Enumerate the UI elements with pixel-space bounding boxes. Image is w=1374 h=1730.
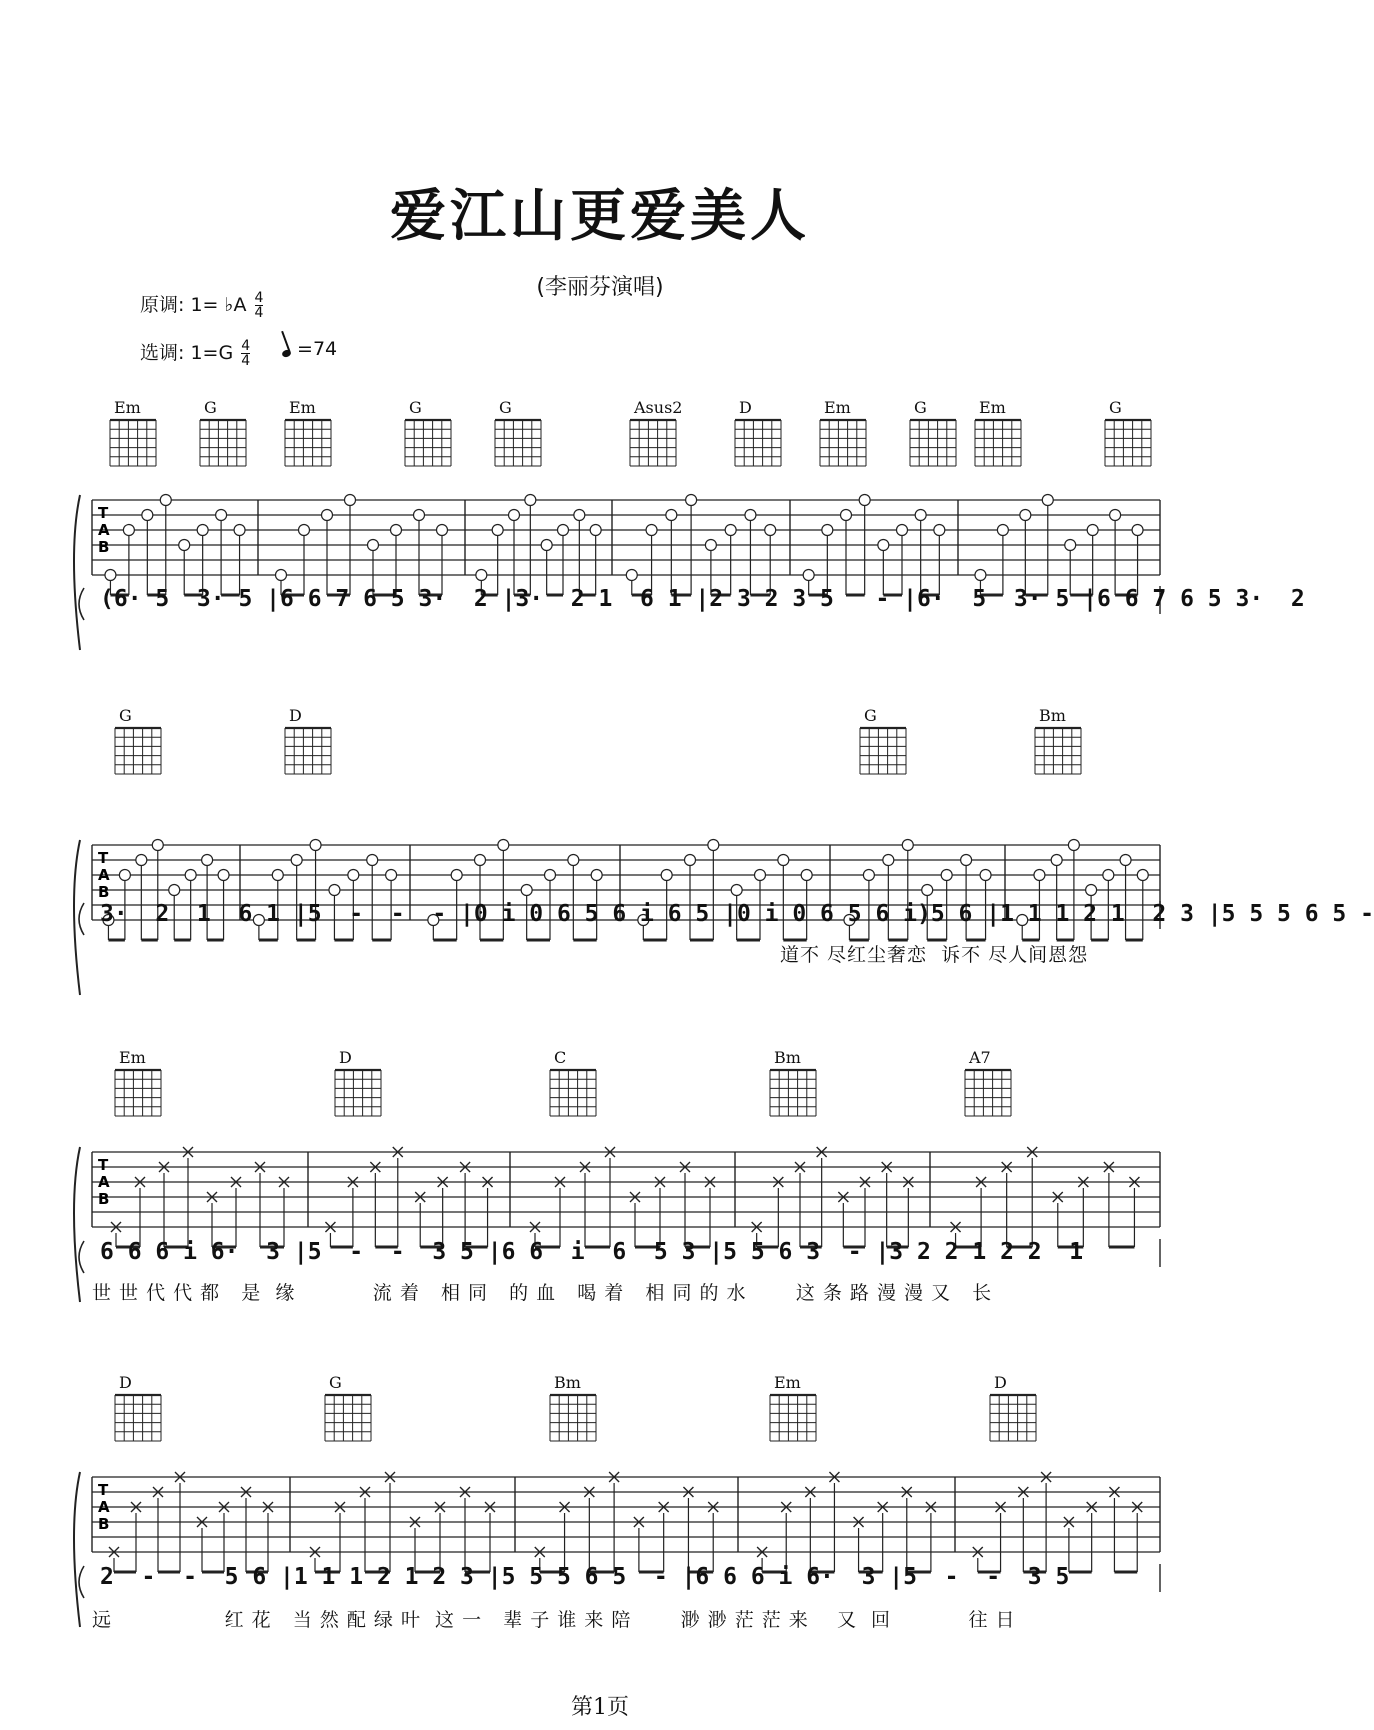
tab-fret-note	[310, 840, 321, 851]
chord-name: G	[914, 398, 927, 417]
tab-clef-letter: T	[98, 1156, 109, 1174]
tab-fret-note	[574, 510, 585, 521]
lyrics-line: 道不 尽红尘奢恋 诉不 尽人间恩怨	[780, 944, 1089, 966]
tab-fret-note	[941, 870, 952, 881]
tab-fret-note	[525, 495, 536, 506]
tab-fret-note	[492, 525, 503, 536]
tab-fret-note	[878, 540, 889, 551]
tab-fret-note	[801, 870, 812, 881]
original-key-label: 原调:	[140, 294, 185, 316]
tab-clef-letter: A	[98, 866, 110, 884]
chord-name: G	[329, 1373, 342, 1392]
tab-fret-note	[329, 885, 340, 896]
tab-clef-letter: T	[98, 504, 109, 522]
tab-fret-note	[902, 840, 913, 851]
tab-fret-note	[136, 855, 147, 866]
tab-fret-note	[498, 840, 509, 851]
tab-fret-note	[276, 570, 287, 581]
system-brace	[74, 1147, 80, 1302]
jianpu-notation: 2 - - 5 6 |1 1 1 2 1 2 3 |5 5 5 6 5 - |6 6 6 i 6· 3 |5 - - 3 5	[100, 1564, 1070, 1590]
tab-fret-note	[391, 525, 402, 536]
tab-clef-letter: T	[98, 1481, 109, 1499]
tab-fret-note	[291, 855, 302, 866]
tab-fret-note	[142, 510, 153, 521]
tab-fret-note	[414, 510, 425, 521]
tab-fret-note	[1086, 885, 1097, 896]
tab-fret-note	[1087, 525, 1098, 536]
page-number: 第1页	[571, 1695, 629, 1720]
tab-fret-note	[646, 525, 657, 536]
chord-name: Em	[979, 398, 1006, 417]
tab-fret-note	[922, 885, 933, 896]
tab-fret-note	[997, 525, 1008, 536]
tab-fret-note	[475, 855, 486, 866]
jianpu-brace	[79, 588, 84, 620]
tab-fret-note	[626, 570, 637, 581]
tab-fret-note	[185, 870, 196, 881]
tab-fret-note	[169, 885, 180, 896]
chord-name: Em	[114, 398, 141, 417]
tab-fret-note	[765, 525, 776, 536]
chord-name: G	[864, 706, 877, 725]
chord-name: Bm	[554, 1373, 581, 1392]
jianpu-brace	[79, 903, 84, 935]
tab-fret-note	[509, 510, 520, 521]
tab-fret-note	[1034, 870, 1045, 881]
chord-name: Em	[824, 398, 851, 417]
tab-clef-letter: A	[98, 1173, 110, 1191]
chord-name: G	[409, 398, 422, 417]
tab-fret-note	[105, 570, 116, 581]
tab-fret-note	[234, 525, 245, 536]
song-title: 爱江山更爱美人	[390, 184, 810, 249]
tab-fret-note	[822, 525, 833, 536]
chord-name: D	[119, 1373, 132, 1392]
tab-fret-note	[272, 870, 283, 881]
tab-fret-note	[197, 525, 208, 536]
tab-fret-note	[541, 540, 552, 551]
tab-fret-note	[961, 855, 972, 866]
tab-fret-note	[545, 870, 556, 881]
tab-clef-letter: T	[98, 849, 109, 867]
chord-name: D	[994, 1373, 1007, 1392]
tab-fret-note	[1042, 495, 1053, 506]
tab-fret-note	[803, 570, 814, 581]
tab-clef-letter: B	[98, 1515, 110, 1533]
tab-fret-note	[558, 525, 569, 536]
tab-fret-note	[841, 510, 852, 521]
tab-fret-note	[745, 510, 756, 521]
chord-name: Em	[289, 398, 316, 417]
jianpu-notation: 3· 2 1 6 1 |5 - - - |0 i 0 6 5 6 i 6 5 |0 i 0 6 5 6 i)5 6 |1 1 1 2 1 2 3 |5 5 5 6 5 -	[100, 901, 1374, 927]
tab-fret-note	[897, 525, 908, 536]
tab-fret-note	[119, 870, 130, 881]
tab-fret-note	[367, 855, 378, 866]
chord-name: Asus2	[634, 398, 683, 417]
tab-fret-note	[859, 495, 870, 506]
tab-fret-note	[476, 570, 487, 581]
chord-name: D	[339, 1048, 352, 1067]
tab-fret-note	[731, 885, 742, 896]
chord-name: G	[119, 706, 132, 725]
tab-fret-note	[590, 525, 601, 536]
chord-name: D	[739, 398, 752, 417]
tab-fret-note	[216, 510, 227, 521]
tempo-value: =74	[297, 338, 338, 360]
chord-name: C	[554, 1048, 567, 1067]
tab-clef-letter: A	[98, 1498, 110, 1516]
chord-name: Em	[119, 1048, 146, 1067]
chord-name: D	[289, 706, 302, 725]
tab-fret-note	[883, 855, 894, 866]
tab-fret-note	[863, 870, 874, 881]
chord-name: Bm	[774, 1048, 801, 1067]
tab-fret-note	[348, 870, 359, 881]
tab-clef-letter: B	[98, 538, 110, 556]
tab-fret-note	[345, 495, 356, 506]
jianpu-brace	[79, 1241, 84, 1273]
time-signature: $\frac{4}{4}$	[254, 290, 264, 321]
tab-fret-note	[521, 885, 532, 896]
tab-fret-note	[160, 495, 171, 506]
tab-fret-note	[179, 540, 190, 551]
tab-fret-note	[218, 870, 229, 881]
singer-credit: (李丽芬演唱)	[536, 275, 664, 300]
chord-name: G	[1109, 398, 1122, 417]
tab-fret-note	[934, 525, 945, 536]
lyrics-line: 远 红 花 当 然 配 绿 叶 这 一 辈 子 谁 来 陪 渺 渺 茫 茫 来 又 回 往 日	[92, 1609, 1016, 1631]
selected-key-label: 选调:	[140, 342, 185, 364]
tab-fret-note	[1020, 510, 1031, 521]
selected-key-value: 1=G	[190, 342, 234, 364]
tab-fret-note	[1068, 840, 1079, 851]
tab-fret-note	[591, 870, 602, 881]
tab-fret-note	[755, 870, 766, 881]
tab-fret-note	[980, 870, 991, 881]
tab-fret-note	[778, 855, 789, 866]
jianpu-notation: 6 6 6 i 6· 3 |5 - - 3 5 |6 6 i 6 5 3 |5 5 6 3 - |3 2 2 1 2 2 1	[100, 1239, 1084, 1265]
tab-fret-note	[152, 840, 163, 851]
chord-name: G	[499, 398, 512, 417]
tab-fret-note	[975, 570, 986, 581]
system-brace	[74, 495, 80, 650]
system-brace	[74, 1472, 80, 1627]
tab-fret-note	[1103, 870, 1114, 881]
chord-name: Em	[774, 1373, 801, 1392]
tab-fret-note	[1137, 870, 1148, 881]
tab-fret-note	[386, 870, 397, 881]
tab-clef-letter: B	[98, 1190, 110, 1208]
tab-fret-note	[568, 855, 579, 866]
tab-fret-note	[451, 870, 462, 881]
tab-fret-note	[1065, 540, 1076, 551]
tab-fret-note	[368, 540, 379, 551]
time-signature-2: $\frac{4}{4}$	[241, 338, 251, 369]
tab-fret-note	[666, 510, 677, 521]
tab-fret-note	[299, 525, 310, 536]
tab-fret-note	[1110, 510, 1121, 521]
tab-fret-note	[1120, 855, 1131, 866]
chord-name: Bm	[1039, 706, 1066, 725]
tab-fret-note	[686, 495, 697, 506]
jianpu-notation: (6· 5 3· 5 |6 6 7 6 5 3· 2 |3· 2 1 6 1 |2 3 2 3 5 - |6· 5 3· 5 |6 6 7 6 5 3· 2	[100, 586, 1305, 612]
tab-fret-note	[705, 540, 716, 551]
tab-fret-note	[661, 870, 672, 881]
tab-fret-note	[915, 510, 926, 521]
tab-clef-letter: B	[98, 883, 110, 901]
tab-fret-note	[1132, 525, 1143, 536]
tab-fret-note	[685, 855, 696, 866]
jianpu-brace	[79, 1566, 84, 1598]
tab-fret-note	[1051, 855, 1062, 866]
tab-fret-note	[322, 510, 333, 521]
chord-name: G	[204, 398, 217, 417]
tab-fret-note	[202, 855, 213, 866]
tab-fret-note	[708, 840, 719, 851]
tab-fret-note	[437, 525, 448, 536]
chord-name: A7	[969, 1048, 991, 1067]
tab-fret-note	[725, 525, 736, 536]
lyrics-line: 世 世 代 代 都 是 缘 流 着 相 同 的 血 喝 着 相 同 的 水 这 条 路 漫 漫 又 长	[92, 1282, 993, 1304]
original-key-value: 1= ♭A	[190, 294, 247, 316]
tab-fret-note	[123, 525, 134, 536]
tab-clef-letter: A	[98, 521, 110, 539]
